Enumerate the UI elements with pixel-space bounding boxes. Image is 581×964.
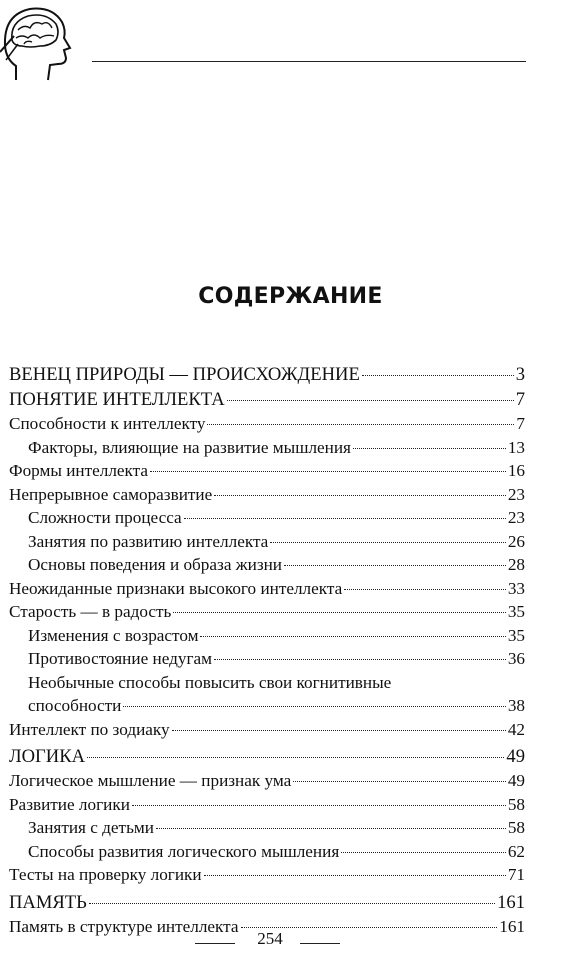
toc-subentry[interactable] — [9, 816, 525, 840]
dot-leader — [150, 470, 506, 472]
toc-entry[interactable] — [9, 600, 525, 624]
dot-leader — [293, 780, 506, 782]
toc-entry-label: Тесты на проверку логики — [9, 865, 202, 884]
toc-entry-label: Старость — в радость — [9, 602, 172, 621]
toc-entry-label: Необычные способы повысить свои когнитивные — [28, 672, 392, 692]
toc-entry-page: 161 — [499, 916, 525, 936]
toc-entry-page: 38 — [507, 696, 525, 715]
toc-entry[interactable] — [9, 459, 525, 483]
toc-subentry[interactable] — [9, 840, 525, 864]
toc-entry[interactable] — [9, 890, 525, 915]
toc-entry[interactable] — [9, 769, 525, 793]
toc-entry[interactable] — [9, 718, 525, 742]
dot-leader — [362, 374, 514, 376]
header-rule — [92, 61, 526, 62]
dot-leader — [270, 541, 506, 543]
toc-entry[interactable] — [9, 577, 525, 601]
dot-leader — [132, 804, 506, 806]
dot-leader — [204, 874, 506, 876]
toc-entry-page: 7 — [515, 389, 525, 410]
page-title: СОДЕРЖАНИЕ — [198, 284, 383, 309]
toc-entry-label: Интеллект по зодиаку — [9, 719, 170, 739]
toc-entry-page: 23 — [507, 484, 525, 504]
toc-entry-page: 36 — [507, 649, 525, 668]
toc-entry[interactable] — [9, 412, 525, 436]
footer-rule-right — [300, 943, 340, 944]
toc-entry-label: Непрерывное саморазвитие — [9, 484, 213, 504]
dot-leader — [341, 851, 506, 853]
footer-rule-left — [195, 943, 235, 944]
toc-entry-label: ПОНЯТИЕ ИНТЕЛЛЕКТА — [9, 389, 225, 410]
toc-entry-label: Неожиданные признаки высокого интеллекта — [9, 578, 343, 598]
toc-entry-page: 26 — [507, 531, 525, 551]
dot-leader — [172, 729, 506, 731]
toc-entry[interactable] — [9, 863, 525, 887]
toc-entry-label-continued: способности — [28, 696, 122, 715]
toc-entry-label: Развитие логики — [9, 794, 130, 814]
dot-leader — [344, 588, 506, 590]
dot-leader — [156, 827, 506, 829]
toc-entry-label: ПАМЯТЬ — [9, 891, 87, 913]
toc-entry-label: Занятия с детьми — [28, 818, 154, 837]
dot-leader — [123, 705, 505, 707]
toc-subentry[interactable] — [9, 530, 525, 554]
dot-leader — [214, 658, 506, 660]
toc-subentry[interactable] — [9, 506, 525, 530]
toc-subentry[interactable] — [9, 647, 525, 671]
toc-entry-label: Основы поведения и образа жизни — [28, 555, 283, 574]
dot-leader — [284, 564, 506, 566]
toc-subentry[interactable] — [9, 553, 525, 577]
toc-entry-page: 62 — [507, 841, 525, 861]
toc-entry[interactable] — [9, 387, 525, 412]
toc-entry-label: Способы развития логического мышления — [28, 841, 340, 861]
toc-entry-page: 58 — [507, 794, 525, 814]
dot-leader — [227, 399, 514, 401]
page-number: 254 — [257, 929, 283, 948]
toc-entry-label: Память в структуре интеллекта — [9, 916, 239, 936]
toc-entry-page: 161 — [497, 891, 525, 913]
toc-entry-label: Противостояние недугам — [28, 649, 213, 668]
toc-entry[interactable] — [9, 362, 525, 387]
dot-leader — [207, 423, 514, 425]
toc-subentry[interactable] — [9, 436, 525, 460]
toc-entry-page: 71 — [507, 865, 525, 884]
toc-entry-label: Занятия по развитию интеллекта — [28, 531, 269, 551]
toc-entry-label: Способности к интеллекту — [9, 414, 206, 433]
dot-leader — [353, 447, 506, 449]
toc-subentry[interactable] — [9, 624, 525, 648]
dot-leader — [89, 902, 495, 904]
toc-entry-page: 3 — [515, 364, 525, 385]
toc-entry-label: Логическое мышление — признак ума — [9, 771, 292, 790]
table-of-contents — [9, 362, 525, 938]
toc-entry-label: ЛОГИКА — [9, 746, 86, 767]
toc-entry[interactable] — [9, 793, 525, 817]
dot-leader — [184, 517, 506, 519]
page-footer — [0, 925, 581, 955]
toc-entry-label: Изменения с возрастом — [28, 625, 199, 645]
toc-entry-page: 58 — [507, 818, 525, 837]
toc-entry-page: 23 — [507, 508, 525, 527]
toc-entry-page: 49 — [506, 746, 525, 767]
toc-entry-page: 33 — [507, 578, 525, 598]
toc-entry[interactable] — [9, 483, 525, 507]
toc-entry-page: 49 — [507, 771, 525, 790]
toc-entry-page: 35 — [507, 602, 525, 621]
toc-entry-label: Формы интеллекта — [9, 461, 149, 480]
toc-subentry[interactable] — [9, 671, 525, 718]
dot-leader — [200, 635, 505, 637]
toc-entry-page: 13 — [507, 437, 525, 457]
toc-entry-label: Сложности процесса — [28, 508, 182, 527]
toc-entry-label: Факторы, влияющие на развитие мышления — [28, 437, 351, 457]
toc-entry-page: 7 — [516, 414, 525, 433]
toc-entry-page: 16 — [507, 461, 525, 480]
toc-entry[interactable] — [9, 744, 525, 769]
toc-entry-page: 35 — [507, 625, 525, 645]
toc-entry-page: 28 — [507, 555, 525, 574]
dot-leader — [214, 494, 506, 496]
toc-entry-page: 42 — [507, 719, 525, 739]
dot-leader — [173, 611, 505, 613]
dot-leader — [87, 756, 504, 758]
head-brain-logo-icon — [0, 0, 72, 82]
toc-entry-label: ВЕНЕЦ ПРИРОДЫ — ПРОИСХОЖДЕНИЕ — [9, 364, 360, 385]
